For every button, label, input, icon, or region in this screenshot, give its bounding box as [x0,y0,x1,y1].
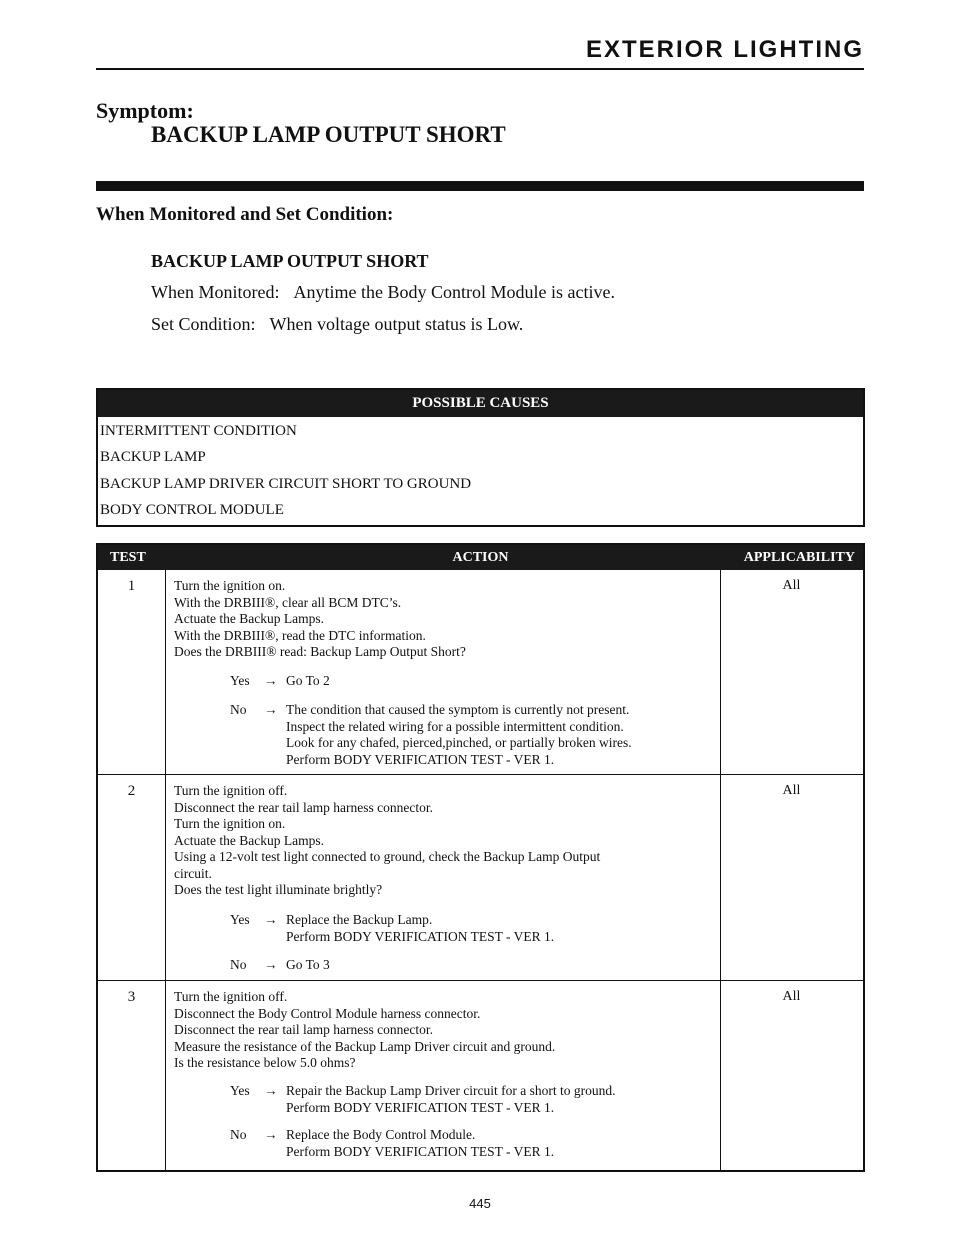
test-step: Actuate the Backup Lamps. [174,832,324,848]
test-step: With the DRBIII®, clear all BCM DTC’s. [174,594,402,610]
yes-answer [230,1083,616,1116]
page-number: 445 [469,1196,491,1211]
answer-result: Replace the Body Control Module. [286,1127,476,1142]
test-number: 3 [127,989,136,1005]
no-label: No [230,957,247,972]
answer-result: Perform BODY VERIFICATION TEST - VER 1. [286,751,555,767]
test-step: Does the test light illuminate brightly? [174,882,383,897]
yes-label: Yes [230,1083,250,1098]
yes-label: Yes [230,912,250,927]
answer-result: Inspect the related wiring for a possible intermittent condition. [286,718,624,734]
answer-result: Replace the Backup Lamp. [286,912,433,927]
arrow-icon: → [264,702,278,717]
table-header [98,545,863,570]
test-step: Turn the ignition on. [174,816,286,831]
test-applicability: All [782,578,801,593]
test-step: Actuate the Backup Lamps. [174,611,324,626]
cause-item: INTERMITTENT CONDITION [100,423,297,439]
test-applicability: All [782,989,801,1004]
test-step: Turn the ignition off. [174,989,288,1004]
header-action: ACTION [452,550,509,565]
test-steps [174,989,717,1072]
row-divider [98,774,863,775]
no-label: No [230,1127,247,1142]
when-monitored-line [151,282,615,303]
arrow-icon: → [264,1127,278,1142]
yes-label: Yes [230,673,250,688]
test-step: Disconnect the rear tail lamp harness connector. [174,1022,434,1037]
test-steps [174,783,717,899]
cause-item: BODY CONTROL MODULE [100,502,284,518]
answer-result: Perform BODY VERIFICATION TEST - VER 1. [286,1099,555,1115]
arrow-icon: → [264,912,278,927]
answer-result: Go To 3 [286,957,330,972]
arrow-icon: → [264,673,278,688]
test-step: Is the resistance below 5.0 ohms? [174,1055,356,1070]
no-answer [230,957,330,974]
monitor-heading: When Monitored and Set Condition: [96,204,394,225]
cause-item: BACKUP LAMP DRIVER CIRCUIT SHORT TO GROUND [100,476,472,492]
yes-answer [230,673,330,690]
answer-result: Perform BODY VERIFICATION TEST - VER 1. [286,1143,555,1159]
answer-result: Look for any chafed, pierced,pinched, or partially broken wires. [286,735,632,750]
test-step: Turn the ignition off. [174,783,288,798]
possible-causes-heading: POSSIBLE CAUSES [98,390,863,417]
header-test: TEST [110,550,146,565]
dtc-name: BACKUP LAMP OUTPUT SHORT [151,251,429,271]
when-monitored-value: Anytime the Body Control Module is active. [293,282,615,302]
symptom-label: Symptom: [96,98,194,123]
column-divider [165,570,166,1170]
answer-result: Perform BODY VERIFICATION TEST - VER 1. [286,928,555,944]
possible-causes-box [96,388,865,527]
test-step: Does the DRBIII® read: Backup Lamp Output Short? [174,644,466,659]
test-step: Disconnect the rear tail lamp harness connector. [174,799,434,815]
no-answer [230,1127,554,1160]
test-step: circuit. [174,865,212,881]
answer-result: The condition that caused the symptom is currently not present. [286,702,630,717]
no-answer [230,702,632,768]
test-number: 2 [127,783,136,799]
arrow-icon: → [264,1083,278,1098]
header-applicability: APPLICABILITY [743,550,855,565]
answer-result: Go To 2 [286,673,330,688]
set-condition-label: Set Condition: [151,314,256,334]
header-rule [96,68,864,70]
test-steps [174,578,717,661]
no-label: No [230,702,247,717]
symptom-rule [96,181,864,191]
test-step: Disconnect the Body Control Module harness connector. [174,1005,481,1021]
test-table [96,543,865,1172]
when-monitored-label: When Monitored: [151,282,280,302]
symptom-title: BACKUP LAMP OUTPUT SHORT [151,122,506,147]
set-condition-value: When voltage output status is Low. [269,314,524,334]
arrow-icon: → [264,957,278,972]
test-step: With the DRBIII®, read the DTC information. [174,627,426,643]
set-condition-line [151,314,523,335]
test-step: Measure the resistance of the Backup Lamp Driver circuit and ground. [174,1038,556,1054]
row-divider [98,980,863,981]
section-title: EXTERIOR LIGHTING [585,36,864,63]
test-step: Using a 12-volt test light connected to ground, check the Backup Lamp Output [174,849,601,864]
column-divider [720,570,721,1170]
yes-answer [230,912,554,945]
answer-result: Repair the Backup Lamp Driver circuit for a short to ground. [286,1083,616,1098]
test-number: 1 [127,578,136,594]
test-step: Turn the ignition on. [174,578,286,593]
test-applicability: All [782,783,801,798]
cause-item: BACKUP LAMP [100,449,206,465]
